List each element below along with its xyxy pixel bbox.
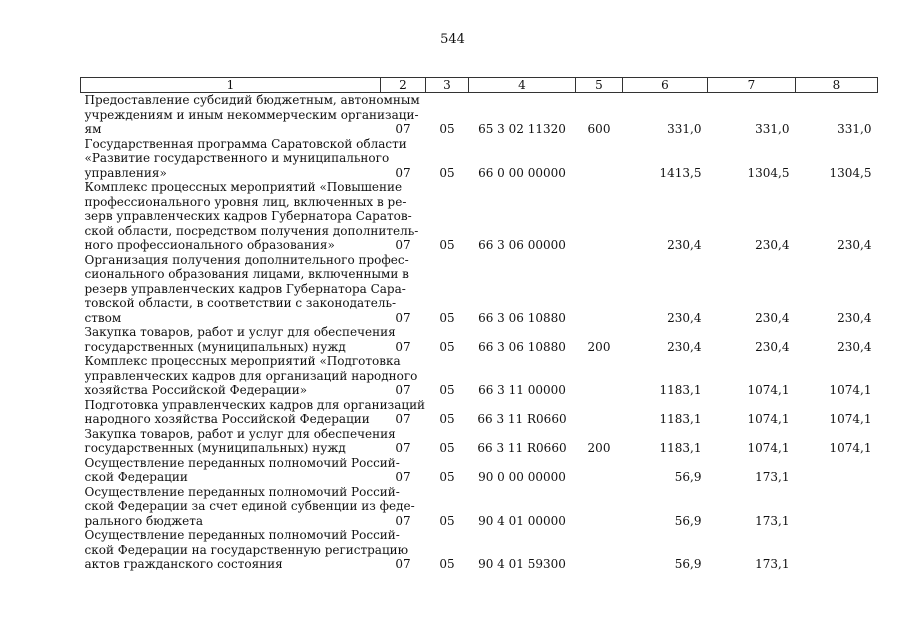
row-description — [81, 325, 396, 354]
table-row — [81, 528, 878, 572]
target-article-code: 66 3 11 R0660 — [477, 412, 567, 426]
amount-year-2: 1074,1 — [747, 383, 790, 397]
target-article-code: 90 4 01 59300 — [478, 557, 566, 571]
description-line: хозяйства Российской Федерации» — [84, 383, 308, 397]
row-description — [81, 426, 396, 456]
amount-year-3: 331,0 — [837, 122, 872, 136]
description-line: ством — [84, 310, 122, 325]
subsection-code: 05 — [439, 165, 455, 180]
target-article-code: 66 3 06 10880 — [478, 310, 566, 325]
column-header-8: 8 — [796, 78, 878, 93]
table-row — [81, 485, 878, 529]
budget-table — [80, 77, 878, 572]
description-line: сионального образования лицами, включенными в — [84, 267, 409, 281]
section-code: 07 — [395, 470, 411, 484]
expense-type-code — [576, 137, 623, 181]
description-line: ской Федерации — [84, 470, 188, 484]
subsection-code: 05 — [439, 383, 455, 397]
table-row — [81, 456, 878, 485]
amount-year-3: 230,4 — [837, 339, 872, 354]
amount-year-3: 230,4 — [837, 310, 872, 325]
column-header-5: 5 — [576, 78, 623, 93]
table-row — [81, 427, 878, 456]
amount-year-2: 1074,1 — [747, 441, 790, 455]
description-line: ской Федерации на государственную регистрацию — [84, 542, 409, 557]
expense-type-code — [576, 398, 623, 427]
expense-type-code — [576, 485, 623, 529]
row-description — [81, 455, 400, 485]
description-line: Предоставление субсидий бюджетным, автономным — [84, 93, 420, 107]
section-code: 07 — [395, 310, 411, 325]
amount-year-3 — [796, 456, 878, 485]
section-code: 07 — [395, 165, 411, 180]
amount-year-1: 1183,1 — [659, 412, 702, 426]
column-header-2: 2 — [381, 78, 426, 93]
expense-type-code — [576, 180, 623, 253]
target-article-code: 66 0 00 00000 — [478, 165, 566, 180]
subsection-code: 05 — [439, 238, 455, 252]
amount-year-1: 1413,5 — [659, 165, 702, 180]
amount-year-1: 230,4 — [667, 310, 702, 325]
amount-year-1: 56,9 — [674, 513, 702, 528]
subsection-code: 05 — [439, 412, 455, 426]
table-row — [81, 325, 878, 354]
expense-type-code: 200 — [587, 339, 611, 354]
amount-year-3 — [796, 485, 878, 529]
amount-year-1: 230,4 — [667, 238, 702, 252]
description-line: Закупка товаров, работ и услуг для обеспечения — [84, 325, 396, 339]
description-line: управления» — [84, 165, 167, 180]
amount-year-2: 173,1 — [755, 470, 790, 484]
section-code: 07 — [395, 441, 411, 455]
expense-type-code: 200 — [587, 441, 611, 455]
amount-year-2: 230,4 — [755, 339, 790, 354]
description-line: Организация получения дополнительного профес- — [84, 252, 409, 267]
section-code: 07 — [395, 339, 411, 354]
description-line: Комплекс процессных мероприятий «Повышение — [84, 180, 403, 194]
expense-type-code — [576, 456, 623, 485]
amount-year-2: 230,4 — [755, 238, 790, 252]
table-row — [81, 93, 878, 137]
subsection-code: 05 — [439, 339, 455, 354]
table-row — [81, 180, 878, 253]
expense-type-code: 600 — [587, 122, 611, 136]
section-code: 07 — [395, 122, 411, 136]
description-line: Осуществление переданных полномочий Россий- — [84, 528, 400, 542]
amount-year-2: 173,1 — [755, 513, 790, 528]
target-article-code: 65 3 02 11320 — [478, 122, 566, 136]
amount-year-3: 230,4 — [837, 238, 872, 252]
description-line: Осуществление переданных полномочий Россий- — [84, 455, 400, 470]
description-line: профессионального уровня лиц, включенных в ре- — [84, 194, 407, 209]
amount-year-1: 1183,1 — [659, 383, 702, 397]
subsection-code: 05 — [439, 122, 455, 136]
description-line: ской Федерации за счет единой субвенции из феде- — [84, 499, 415, 513]
target-article-code: 66 3 06 00000 — [478, 238, 566, 252]
amount-year-1: 1183,1 — [659, 441, 702, 455]
table-header-row — [81, 78, 878, 93]
page-number: 544 — [440, 32, 465, 47]
description-line: учреждениям и иным некоммерческим организаци- — [84, 107, 419, 122]
amount-year-1: 331,0 — [667, 122, 702, 136]
description-line: рального бюджета — [84, 513, 204, 528]
description-line: государственных (муниципальных) нужд — [84, 339, 346, 354]
subsection-code: 05 — [439, 513, 455, 528]
table-row — [81, 253, 878, 326]
expense-type-code — [576, 253, 623, 326]
table-row — [81, 398, 878, 427]
description-line: актов гражданского состояния — [84, 557, 283, 571]
column-header-3: 3 — [426, 78, 469, 93]
section-code: 07 — [395, 412, 411, 426]
description-line: государственных (муниципальных) нужд — [84, 441, 346, 455]
section-code: 07 — [395, 238, 411, 252]
amount-year-2: 331,0 — [755, 122, 790, 136]
amount-year-1: 56,9 — [674, 470, 702, 484]
target-article-code: 66 3 11 00000 — [478, 383, 566, 397]
subsection-code: 05 — [439, 470, 455, 484]
amount-year-3: 1074,1 — [829, 441, 872, 455]
amount-year-2: 1304,5 — [747, 165, 790, 180]
section-code: 07 — [395, 557, 411, 571]
amount-year-1: 56,9 — [674, 557, 702, 571]
description-line: ного профессионального образования» — [84, 238, 335, 252]
description-line: Государственная программа Саратовской области — [84, 136, 407, 151]
section-code: 07 — [395, 513, 411, 528]
table-row — [81, 137, 878, 181]
subsection-code: 05 — [439, 310, 455, 325]
amount-year-1: 230,4 — [667, 339, 702, 354]
column-header-1: 1 — [81, 78, 381, 93]
description-line: народного хозяйства Российской Федерации — [84, 412, 370, 426]
target-article-code: 66 3 11 R0660 — [477, 441, 567, 455]
description-line: резерв управленческих кадров Губернатора Сара- — [84, 281, 406, 296]
description-line: Подготовка управленческих кадров для организаций — [84, 397, 426, 412]
description-line: Осуществление переданных полномочий Россий- — [84, 484, 400, 499]
amount-year-2: 230,4 — [755, 310, 790, 325]
description-line: ской области, посредством получения дополнитель- — [84, 223, 419, 238]
section-code: 07 — [395, 383, 411, 397]
column-header-7: 7 — [708, 78, 796, 93]
amount-year-2: 1074,1 — [747, 412, 790, 426]
description-line: управленческих кадров для организаций народного — [84, 368, 418, 383]
amount-year-2: 173,1 — [755, 557, 790, 571]
amount-year-3: 1074,1 — [829, 383, 872, 397]
amount-year-3 — [796, 528, 878, 572]
target-article-code: 90 0 00 00000 — [478, 470, 566, 484]
expense-type-code — [576, 354, 623, 398]
subsection-code: 05 — [439, 441, 455, 455]
target-article-code: 90 4 01 00000 — [478, 513, 566, 528]
description-line: «Развитие государственного и муниципального — [84, 151, 390, 165]
description-line: Закупка товаров, работ и услуг для обеспечения — [84, 426, 396, 441]
column-header-4: 4 — [469, 78, 576, 93]
description-line: товской области, в соответствии с законодатель- — [84, 296, 397, 310]
description-line: Комплекс процессных мероприятий «Подготовка — [84, 354, 401, 368]
description-line: ям — [84, 122, 102, 136]
subsection-code: 05 — [439, 557, 455, 571]
expense-type-code — [576, 528, 623, 572]
description-line: зерв управленческих кадров Губернатора Саратов- — [84, 209, 412, 223]
column-header-6: 6 — [623, 78, 708, 93]
amount-year-3: 1304,5 — [829, 165, 872, 180]
table-row — [81, 354, 878, 398]
target-article-code: 66 3 06 10880 — [478, 339, 566, 354]
amount-year-3: 1074,1 — [829, 412, 872, 426]
